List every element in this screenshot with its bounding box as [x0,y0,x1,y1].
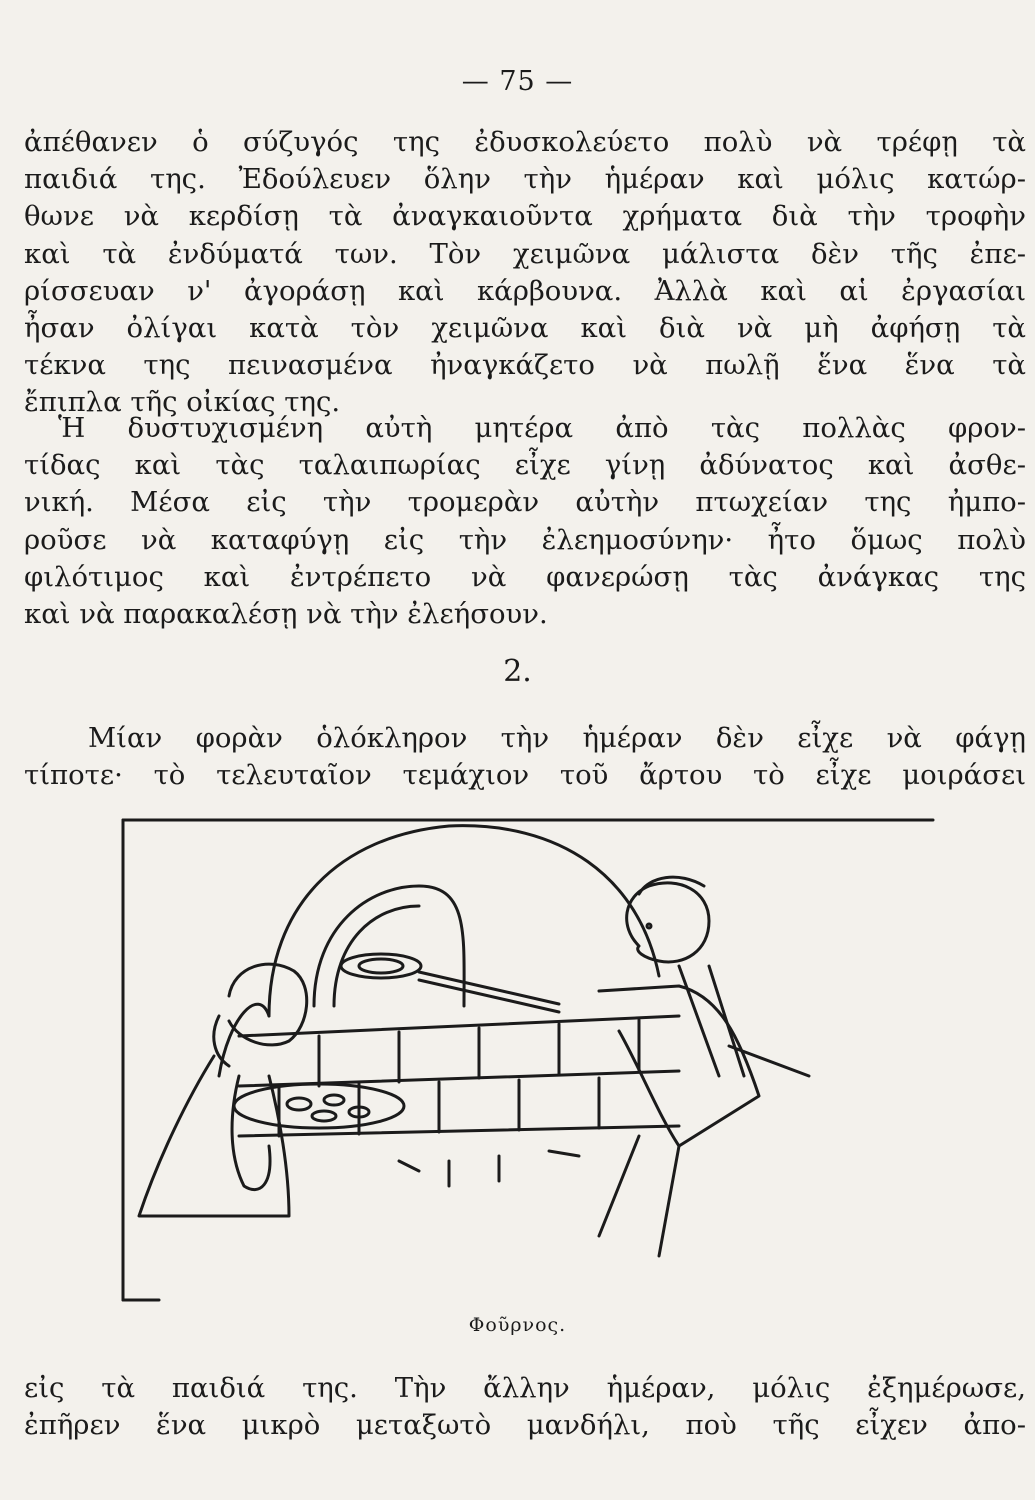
text-line: παιδιά της. Ἐδούλευεν ὅλην τὴν ἡμέραν καὶ μόλις κατώρ- [24,163,1026,196]
text-line: Μίαν φορὰν ὁλόκληρον τὴν ἡμέραν δὲν εἶχε νὰ φάγῃ [88,722,1026,754]
oven-illustration [119,816,937,1306]
text-line: τίποτε· τὸ τελευταῖον τεμάχιον τοῦ ἄρτου τὸ εἶχε μοιράσει [24,759,1026,792]
text-line: νική. Μέσα εἰς τὴν τρομερὰν αὐτὴν πτωχείαν της ἠμπο- [24,486,1026,519]
text-line: καὶ τὰ ἐνδύματά των. Τὸν χειμῶνα μάλιστα δὲν τῆς ἐπε- [24,237,1026,270]
text-line: τίδας καὶ τὰς ταλαιπωρίας εἶχε γίνῃ ἀδύνατος καὶ ἀσθε- [24,449,1026,482]
text-line: ἦσαν ὀλίγαι κατὰ τὸν χειμῶνα καὶ διὰ νὰ μὴ ἀφήσῃ τὰ [24,311,1026,344]
text-line: ἔπιπλα τῆς οἰκίας της. [24,386,341,419]
page-number: — 75 — [461,66,574,97]
section-number: 2. [503,654,532,689]
text-line: τέκνα της πεινασμένα ἠναγκάζετο νὰ πωλῇ ἕνα ἕνα τὰ [24,349,1026,382]
paragraph-4 [24,1370,1026,1444]
paragraph-3 [24,720,1026,794]
text-line: ἀπέθανεν ὁ σύζυγός της ἐδυσκολεύετο πολὺ νὰ τρέφῃ τὰ [24,126,1026,158]
text-line: εἰς τὰ παιδιά της. Τὴν ἄλλην ἡμέραν, μόλις ἐξημέρωσε, [24,1372,1026,1404]
paragraph-2 [24,410,1026,633]
text-line: ροῦσε νὰ καταφύγῃ εἰς τὴν ἐλεημοσύνην· ἦτο ὅμως πολὺ [24,523,1026,556]
text-line: Ἡ δυστυχισμένη αὐτὴ μητέρα ἀπὸ τὰς πολλὰς φρον- [58,412,1026,444]
text-line: ρίσσευαν ν' ἀγοράσῃ καὶ κάρβουνα. Ἀλλὰ καὶ αἱ ἐργασίαι [24,274,1026,307]
text-line: θωνε νὰ κερδίσῃ τὰ ἀναγκαιοῦντα χρήματα διὰ τὴν τροφὴν [24,200,1026,233]
text-line: φιλότιμος καὶ ἐντρέπετο νὰ φανερώσῃ τὰς ἀνάγκας της [24,560,1026,593]
text-line: ἐπῆρεν ἕνα μικρὸ μεταξωτὸ μανδήλι, ποὺ τῆς εἶχεν ἀπο- [24,1409,1026,1442]
oven-drawing [119,816,937,1306]
figure-caption: Φοῦρνος. [468,1314,567,1336]
text-line: καὶ νὰ παρακαλέσῃ νὰ τὴν ἐλεήσουν. [24,597,548,630]
paragraph-1 [24,124,1026,422]
